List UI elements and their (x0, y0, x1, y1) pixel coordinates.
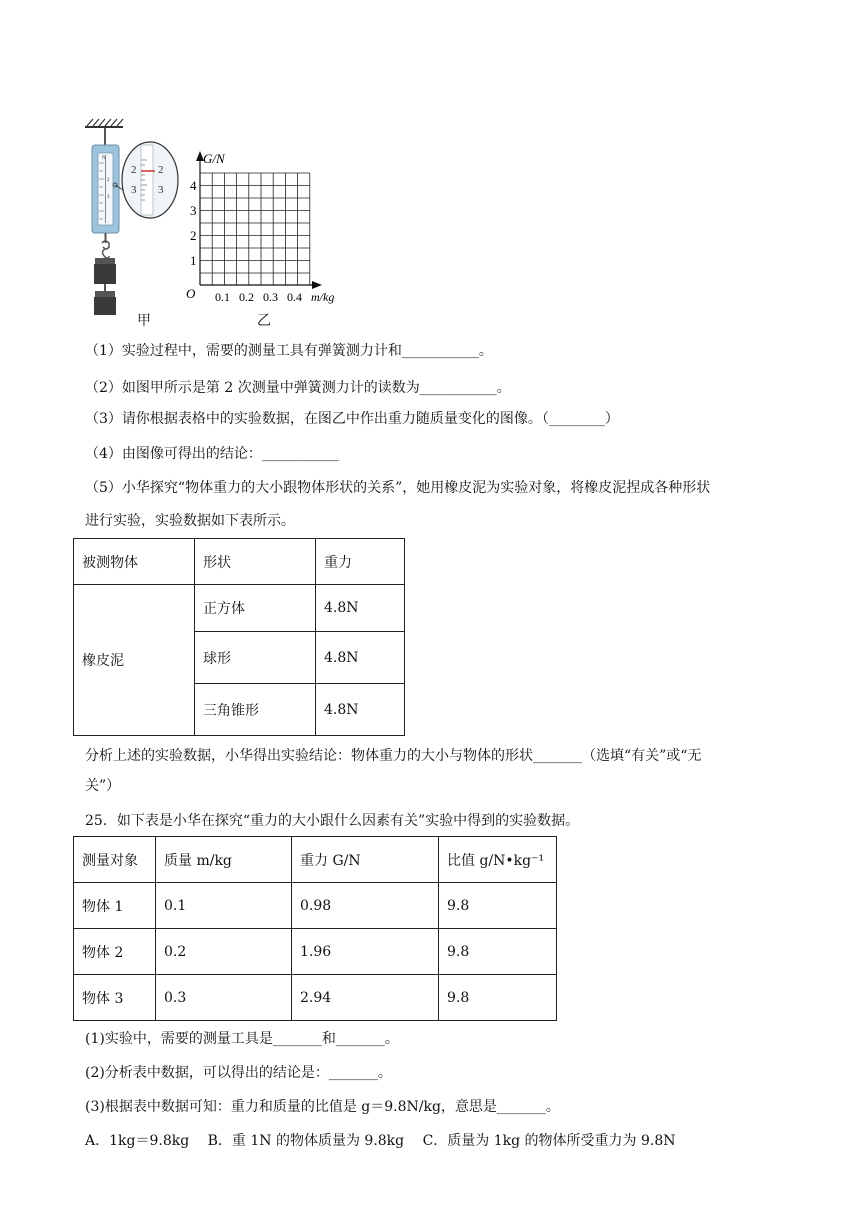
ratio-cell: 9.8 (439, 975, 557, 1021)
shape-cell: 正方体 (195, 585, 316, 632)
scale-3-mark: 3 (107, 195, 110, 200)
q24-part5-line2: 进行实验，实验数据如下表所示。 (85, 513, 295, 529)
zoom-view-icon (122, 142, 178, 218)
header-mass: 质量 m/kg (156, 837, 292, 883)
graph-axes (196, 151, 322, 289)
scale-n-mark: N (102, 156, 106, 161)
q25-part1: (1)实验中，需要的测量工具是_______和_______。 (85, 1031, 399, 1047)
y-tick-2: 2 (190, 228, 197, 243)
q24-part4: （4）由图像可得出的结论：___________ (85, 446, 339, 462)
table-row (74, 929, 557, 975)
figure-label-yi: 乙 (257, 313, 271, 329)
weights-icon (94, 258, 116, 315)
q25-options: A．1kg＝9.8kg B．重 1N 的物体质量为 9.8kg C．质量为 1kg 的物体所受重力为 9.8N (85, 1133, 676, 1149)
table-row (74, 883, 557, 929)
x-tick-0.1: 0.1 (215, 290, 230, 304)
zoom-mark-3-right: 3 (158, 184, 164, 196)
q24-part1: （1）实验过程中，需要的测量工具有弹簧测力计和___________。 (85, 343, 493, 359)
q24-part5-line1: （5）小华探究“物体重力的大小跟物体形状的关系”，她用橡皮泥为实验对象，将橡皮泥捏成各种形状 (85, 480, 711, 496)
weight-cell: 4.8N (316, 684, 405, 736)
q24-conclusion-line1: 分析上述的实验数据，小华得出实验结论：物体重力的大小与物体的形状_______（选填“有关”或“无 (85, 748, 702, 764)
origin-label: O (186, 286, 196, 301)
graph-grid (200, 173, 310, 285)
figure-jia-yi (80, 115, 350, 330)
x-tick-0.2: 0.2 (239, 290, 254, 304)
zoom-mark-2-left: 2 (131, 164, 137, 176)
figure-label-jia: 甲 (137, 313, 151, 329)
q25-intro: 25．如下表是小华在探究“重力的大小跟什么因素有关”实验中得到的实验数据。 (85, 813, 580, 829)
spring-scale-icon (92, 145, 119, 233)
mass-cell: 0.1 (156, 883, 292, 929)
ratio-cell: 9.8 (439, 929, 557, 975)
header-ratio: 比值 g/N•kg⁻¹ (439, 837, 557, 883)
mass-cell: 0.3 (156, 975, 292, 1021)
gravity-cell: 2.94 (292, 975, 439, 1021)
object-cell: 橡皮泥 (74, 585, 195, 736)
weight-cell: 4.8N (316, 632, 405, 684)
zoom-mark-2-right: 2 (158, 164, 164, 176)
q24-conclusion-line2: 关”） (85, 778, 121, 794)
header-gravity: 重力 G/N (292, 837, 439, 883)
y-tick-3: 3 (190, 203, 197, 218)
object-cell: 物体 3 (74, 975, 156, 1021)
spring-scale-and-graph (80, 115, 350, 330)
q24-part2: （2）如图甲所示是第 2 次测量中弹簧测力计的读数为___________。 (85, 380, 511, 396)
x-tick-0.4: 0.4 (287, 290, 302, 304)
weight-cell: 4.8N (316, 585, 405, 632)
header-object: 测量对象 (74, 837, 156, 883)
scale-2-mark: 2 (107, 178, 110, 183)
header-shape: 形状 (195, 539, 316, 585)
q25-part2: (2)分析表中数据，可以得出的结论是：_______。 (85, 1065, 392, 1081)
plasticine-shape-table (73, 538, 405, 736)
object-cell: 物体 1 (74, 883, 156, 929)
q25-part3: (3)根据表中数据可知：重力和质量的比值是 g＝9.8N/kg，意思是_______。 (85, 1099, 560, 1115)
q24-part3: （3）请你根据表格中的实验数据，在图乙中作出重力随质量变化的图像。（________） (85, 411, 619, 427)
object-cell: 物体 2 (74, 929, 156, 975)
y-tick-1: 1 (190, 253, 197, 268)
gravity-cell: 1.96 (292, 929, 439, 975)
gravity-data-table (73, 836, 557, 1021)
x-tick-0.3: 0.3 (263, 290, 278, 304)
header-weight: 重力 (316, 539, 405, 585)
y-tick-4: 4 (190, 178, 197, 193)
ratio-cell: 9.8 (439, 883, 557, 929)
y-axis-label: G/N (203, 151, 225, 166)
table-row (74, 975, 557, 1021)
shape-cell: 三角锥形 (195, 684, 316, 736)
x-axis-label: m/kg (311, 290, 335, 304)
gravity-cell: 0.98 (292, 883, 439, 929)
ceiling-icon (85, 119, 123, 127)
header-object: 被测物体 (74, 539, 195, 585)
mass-cell: 0.2 (156, 929, 292, 975)
zoom-mark-3-left: 3 (131, 184, 137, 196)
shape-cell: 球形 (195, 632, 316, 684)
